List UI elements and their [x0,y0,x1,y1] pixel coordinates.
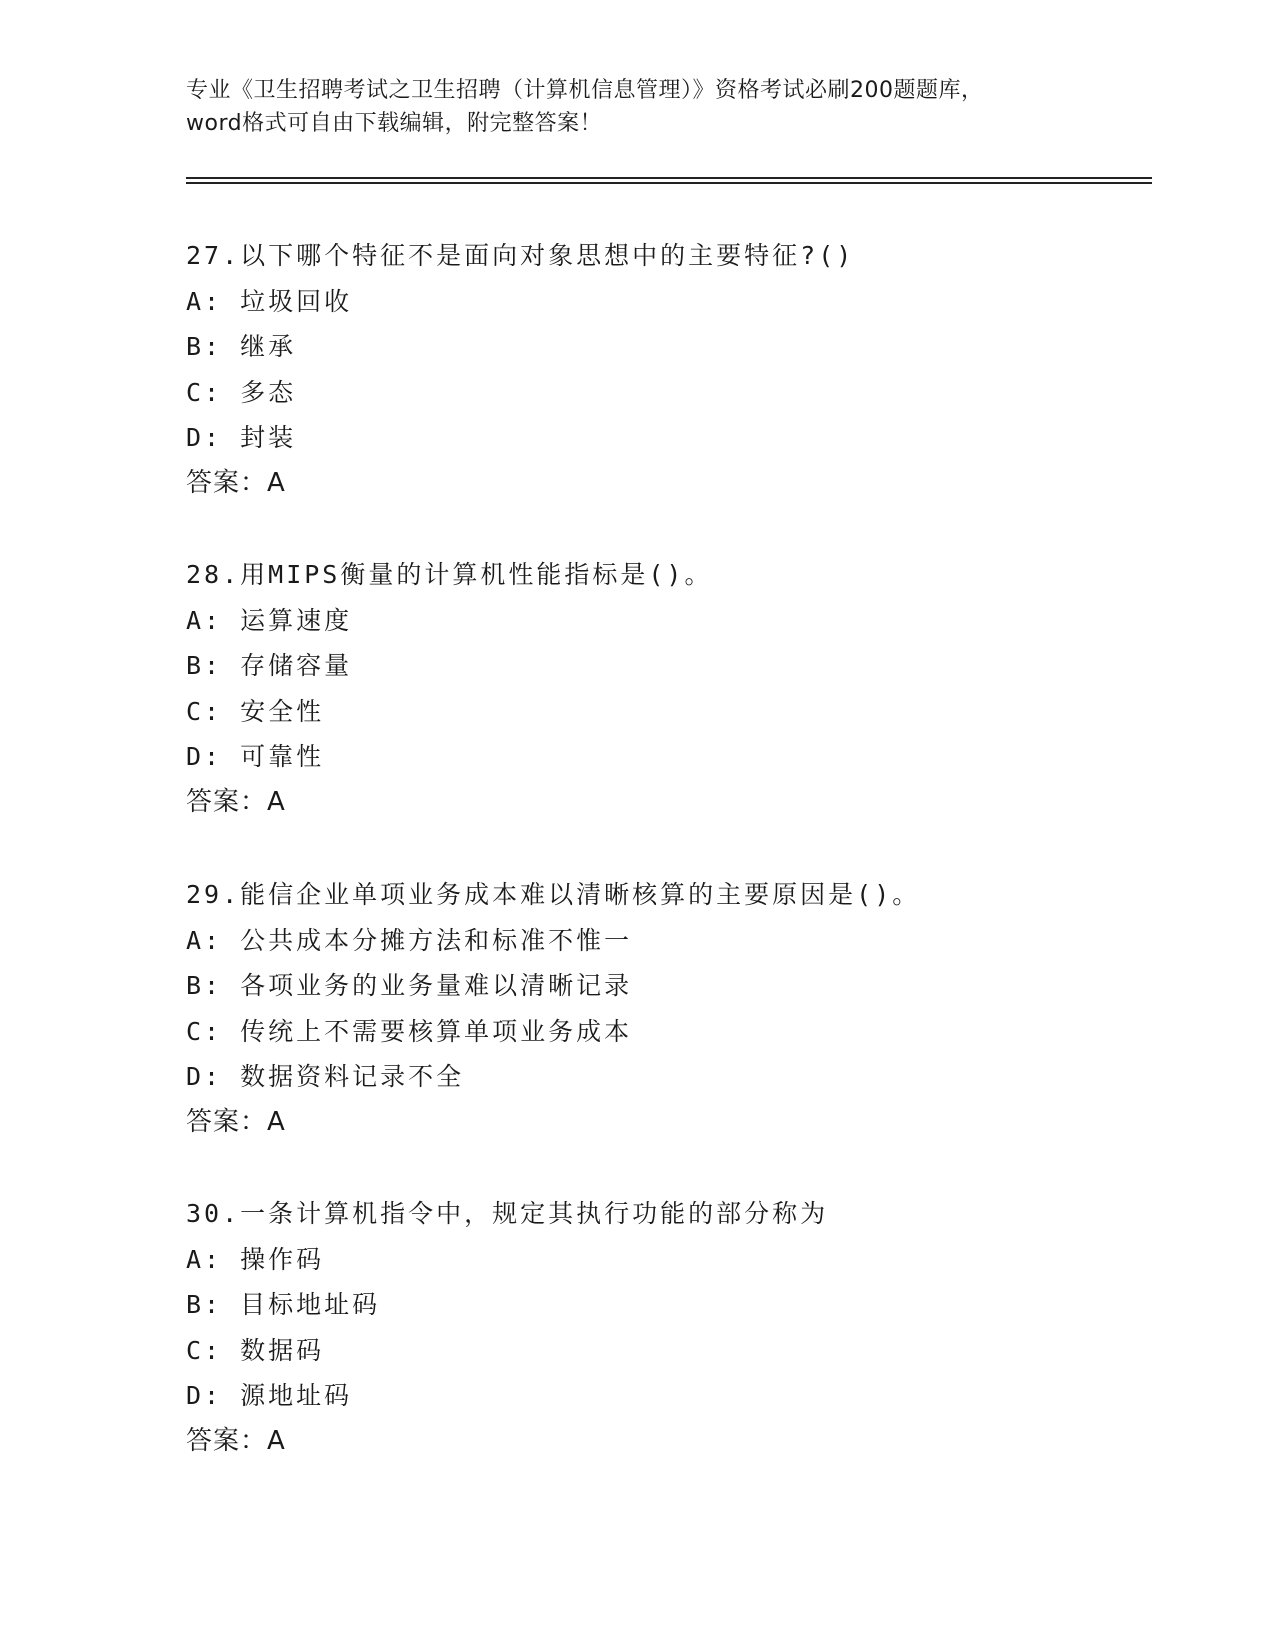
option-b: B: 存储容量 [186,651,353,680]
option-a: A: 操作码 [186,1244,325,1274]
option-a: A: 运算速度 [186,605,353,635]
question-27 [186,233,1186,506]
answer-line: 答案：A [186,786,286,817]
header-divider-top [186,177,1152,179]
document-header [186,74,1086,140]
header-line-2: word格式可自由下载编辑，附完整答案！ [186,111,603,136]
header-divider-bottom [186,182,1152,184]
question-30 [186,1191,1186,1464]
question-stem: 30.一条计算机指令中，规定其执行功能的部分称为 [186,1199,829,1228]
option-b: B: 目标地址码 [186,1290,381,1319]
option-d: D: 封装 [186,423,297,452]
option-d: D: 数据资料记录不全 [186,1062,465,1091]
option-a: A: 公共成本分摊方法和标准不惟一 [186,925,633,955]
option-b: B: 继承 [186,332,297,361]
option-c: C: 安全性 [186,696,325,726]
question-stem: 29.能信企业单项业务成本难以清晰核算的主要原因是()。 [186,880,921,909]
option-a: A: 垃圾回收 [186,286,353,316]
option-c: C: 传统上不需要核算单项业务成本 [186,1016,633,1046]
answer-line: 答案：A [186,1106,286,1137]
question-stem: 28.用MIPS衡量的计算机性能指标是()。 [186,560,713,589]
answer-line: 答案：A [186,1425,286,1456]
question-28 [186,552,1186,825]
option-c: C: 数据码 [186,1335,325,1365]
question-stem: 27.以下哪个特征不是面向对象思想中的主要特征?() [186,241,855,270]
option-b: B: 各项业务的业务量难以清晰记录 [186,971,633,1000]
answer-line: 答案：A [186,467,286,498]
question-29 [186,872,1186,1145]
option-c: C: 多态 [186,377,297,407]
header-line-1: 专业《卫生招聘考试之卫生招聘（计算机信息管理）》资格考试必刷200题题库， [186,78,984,103]
option-d: D: 源地址码 [186,1381,353,1410]
option-d: D: 可靠性 [186,742,325,771]
